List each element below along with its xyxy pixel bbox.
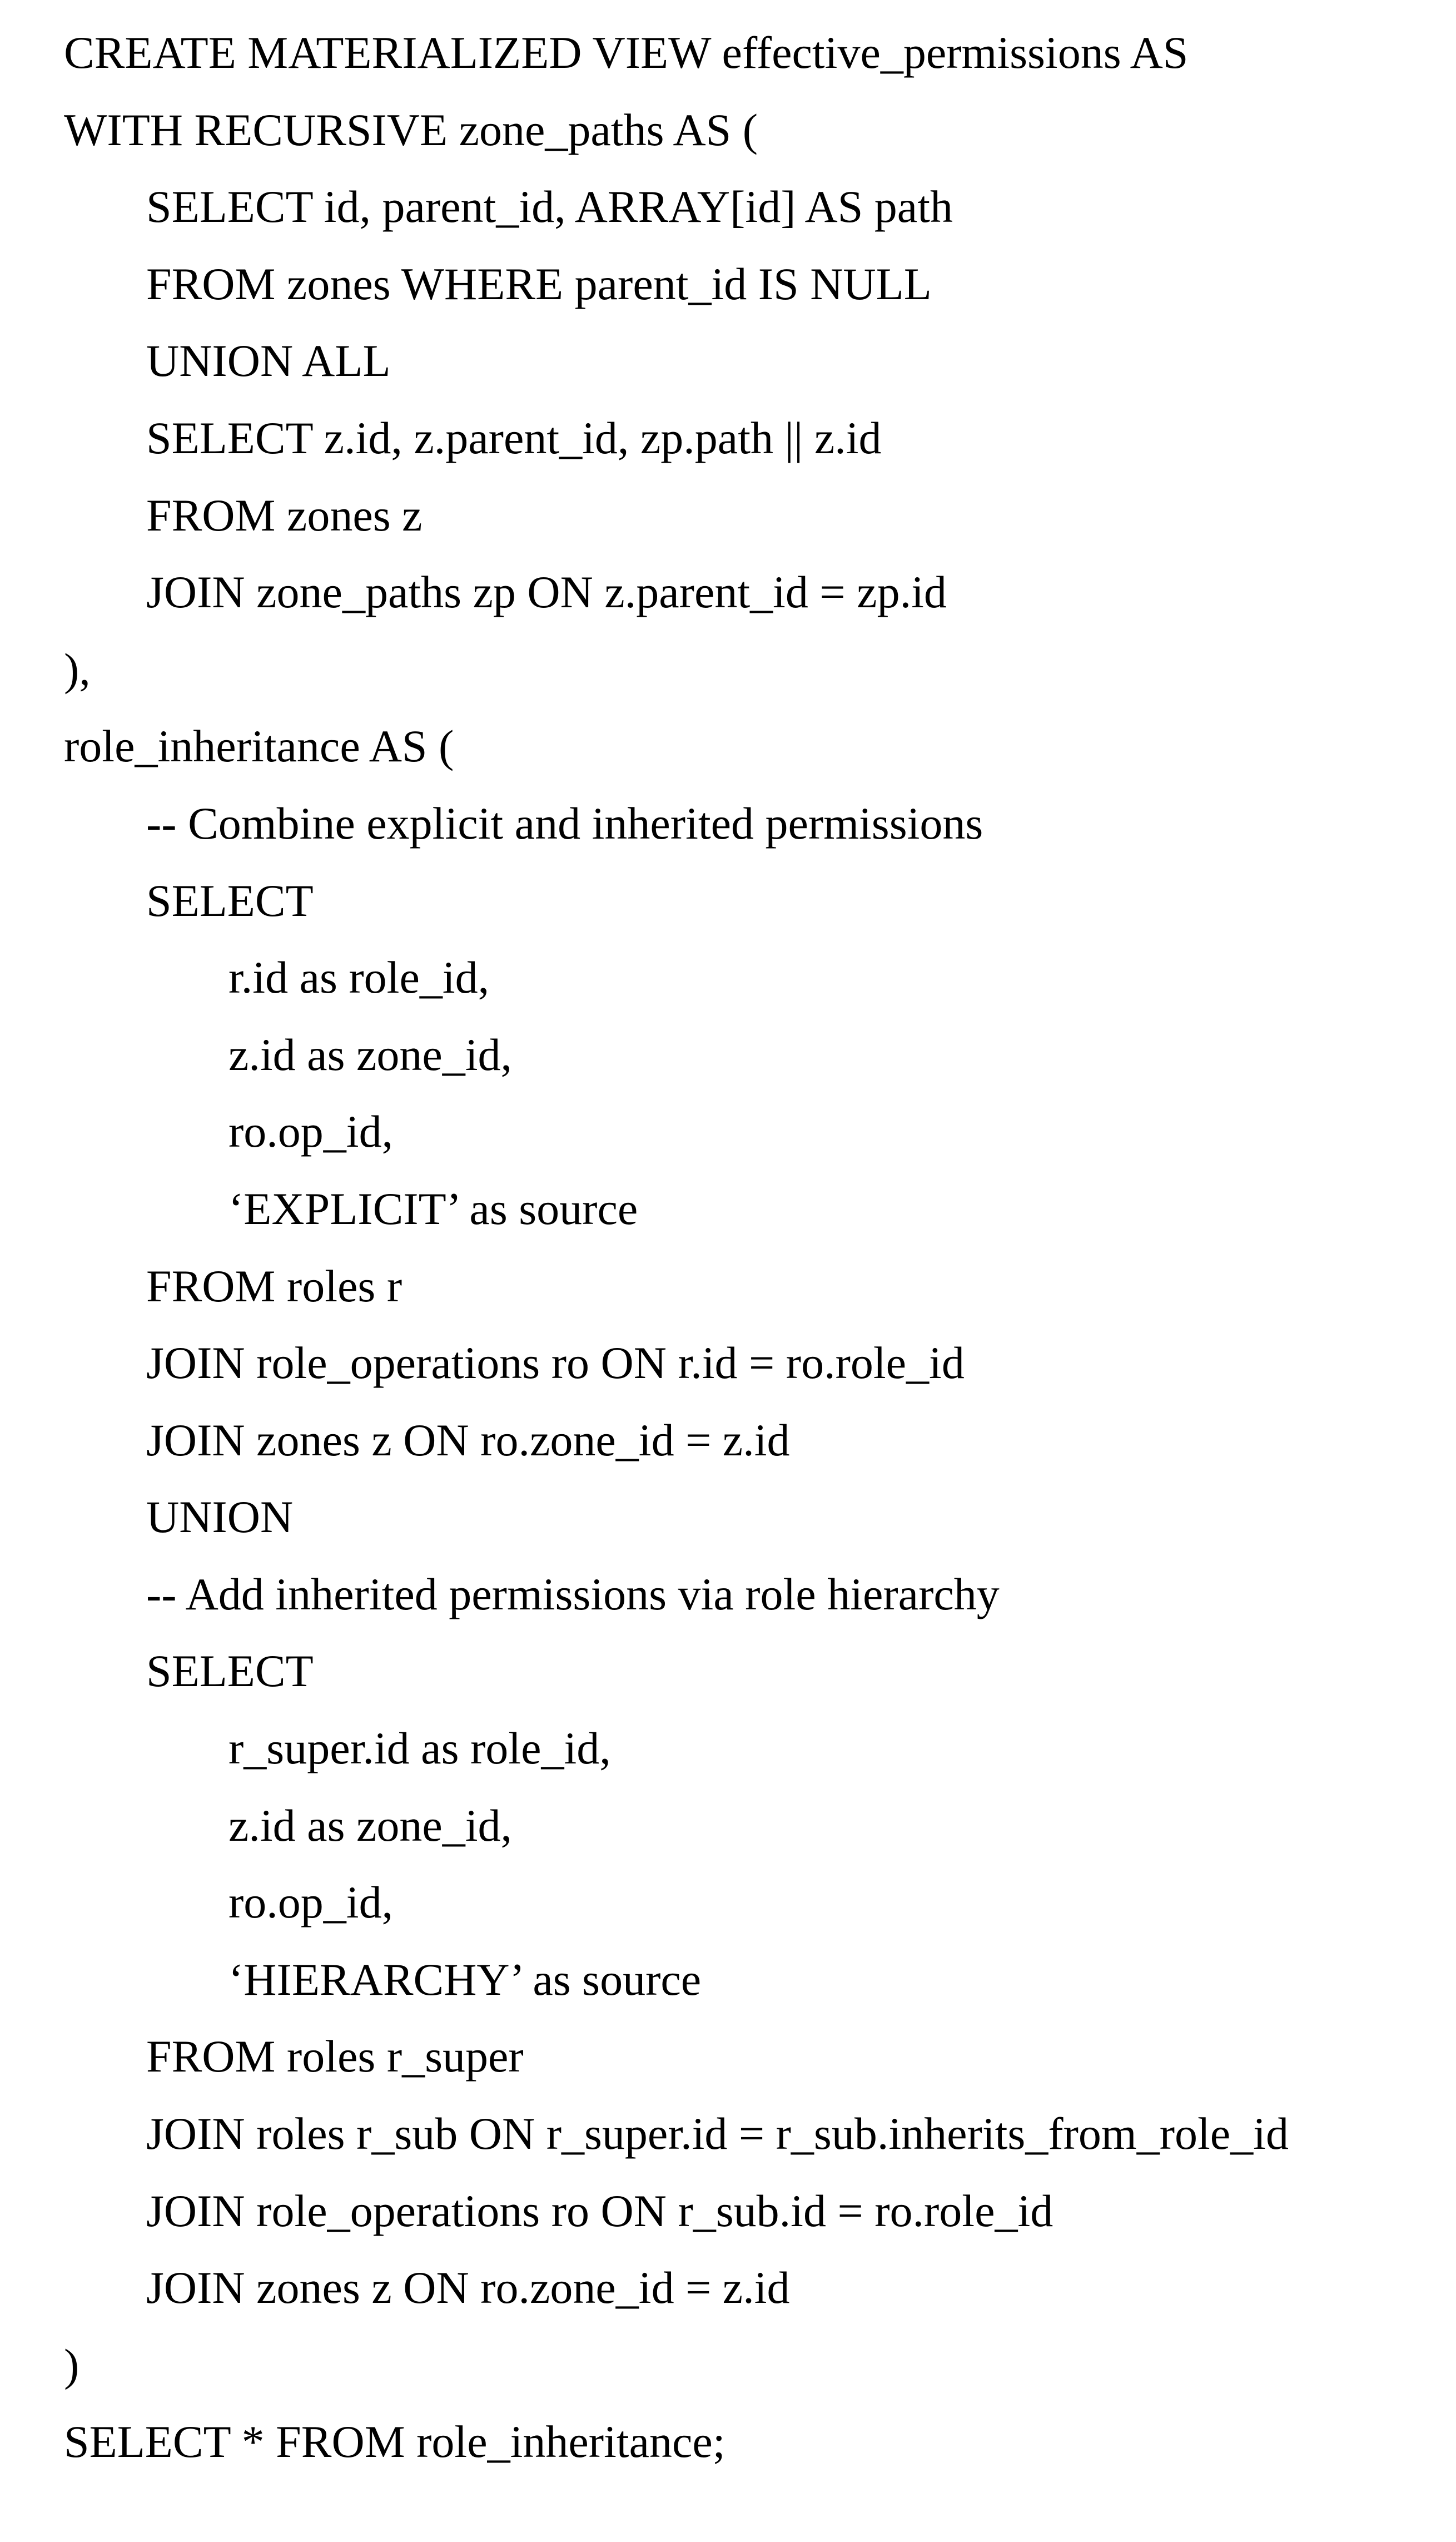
code-line: CREATE MATERIALIZED VIEW effective_permissions AS: [64, 27, 1189, 78]
code-line: UNION ALL: [146, 335, 391, 386]
code-line: ‘HIERARCHY’ as source: [228, 1954, 702, 2005]
code-line: SELECT id, parent_id, ARRAY[id] AS path: [146, 181, 953, 232]
code-line: r.id as role_id,: [228, 952, 490, 1003]
code-line: JOIN roles r_sub ON r_super.id = r_sub.inherits_from_role_id: [146, 2108, 1289, 2159]
code-line: z.id as zone_id,: [228, 1800, 513, 1851]
code-line: role_inheritance AS (: [64, 721, 454, 772]
code-line: -- Add inherited permissions via role hierarchy: [146, 1568, 1000, 1619]
code-line: SELECT z.id, z.parent_id, zp.path || z.id: [146, 412, 882, 463]
code-line: SELECT: [146, 1646, 314, 1697]
code-line: ro.op_id,: [228, 1877, 394, 1928]
code-line: r_super.id as role_id,: [228, 1723, 611, 1774]
code-line: JOIN zones z ON ro.zone_id = z.id: [146, 1414, 790, 1465]
code-line: ‘EXPLICIT’ as source: [228, 1183, 638, 1234]
code-line: JOIN zone_paths zp ON z.parent_id = zp.id: [146, 567, 947, 618]
code-line: ro.op_id,: [228, 1106, 394, 1157]
code-line: UNION: [146, 1491, 294, 1543]
code-line: SELECT: [146, 875, 314, 926]
code-line: ): [64, 2339, 79, 2390]
sql-code-document: [64, 14, 1289, 2481]
code-line: JOIN zones z ON ro.zone_id = z.id: [146, 2262, 790, 2313]
code-line: FROM roles r: [146, 1260, 402, 1311]
code-line: -- Combine explicit and inherited permissions: [146, 797, 983, 849]
code-line: JOIN role_operations ro ON r_sub.id = ro.role_id: [146, 2185, 1054, 2236]
code-line: z.id as zone_id,: [228, 1029, 513, 1080]
code-line: ),: [64, 643, 91, 695]
code-line: FROM zones WHERE parent_id IS NULL: [146, 258, 932, 309]
code-line: FROM zones z: [146, 489, 423, 541]
code-line: SELECT * FROM role_inheritance;: [64, 2416, 725, 2467]
code-line: WITH RECURSIVE zone_paths AS (: [64, 104, 758, 155]
code-line: FROM roles r_super: [146, 2031, 524, 2082]
code-line: JOIN role_operations ro ON r.id = ro.role_id: [146, 1337, 965, 1389]
